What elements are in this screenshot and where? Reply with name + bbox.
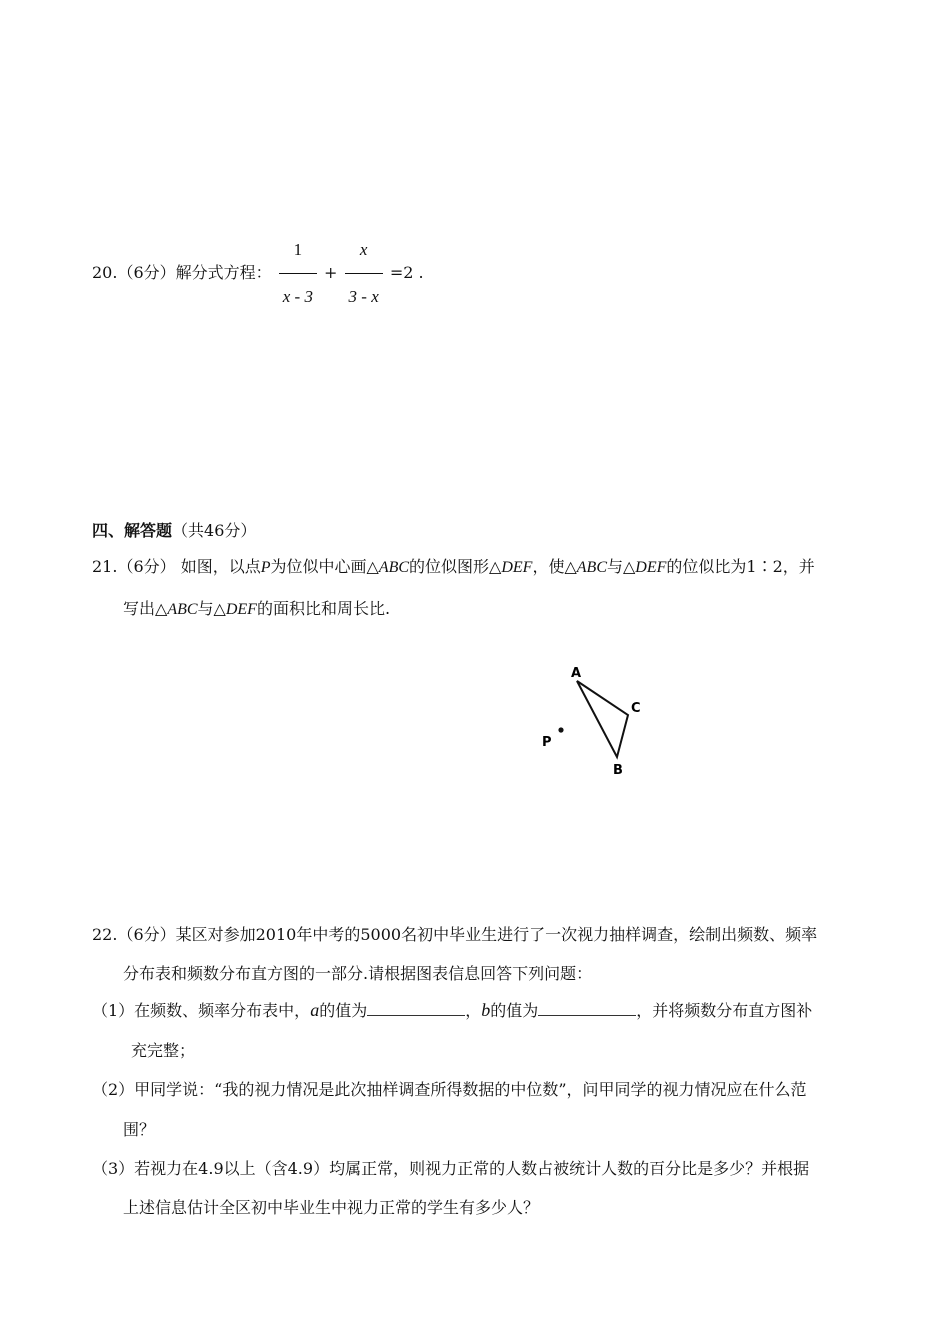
fraction-1-numerator: 1 <box>279 230 317 274</box>
q21-text: 的位似图形△ <box>409 557 502 576</box>
part-3-continued: 上述信息估计全区初中毕业生中视力正常的学生有多少人？ <box>123 1198 540 1217</box>
question-21-line-1 <box>92 557 815 578</box>
question-20 <box>92 230 424 317</box>
triangle-def-ref: DEF <box>501 559 533 576</box>
part-1-text: 的值为 <box>319 1001 368 1020</box>
triangle-def-ref: DEF <box>635 559 667 576</box>
fraction-1-denominator: x - 3 <box>282 287 313 306</box>
q21-text: 与△ <box>197 599 226 618</box>
answer-blank-a[interactable] <box>367 1001 465 1016</box>
point-p <box>558 727 563 732</box>
fraction-1 <box>279 230 317 317</box>
label-a: A <box>571 666 582 681</box>
point-p-ref: P <box>260 559 271 576</box>
triangle-abc <box>577 681 628 757</box>
q21-text: 为位似中心画△ <box>270 557 379 576</box>
part-1-continued: 充完整； <box>131 1041 196 1060</box>
label-c: C <box>631 701 641 716</box>
label-b: B <box>613 763 623 778</box>
q20-rhs: =2 . <box>389 263 424 282</box>
question-22-line-2: 分布表和频数分布直方图的一部分.请根据图表信息回答下列问题： <box>123 964 593 983</box>
triangle-abc-ref: ABC <box>167 601 198 618</box>
triangle-abc-ref: ABC <box>576 559 607 576</box>
triangle-abc-ref: ABC <box>378 559 410 576</box>
part-2-continued: 围？ <box>123 1120 156 1139</box>
part-1-text: （1）在频数、频率分布表中， <box>92 1001 311 1020</box>
question-21-line-2 <box>123 599 390 620</box>
q21-text: 的面积比和周长比. <box>256 599 391 618</box>
section-heading <box>92 521 256 541</box>
fraction-2 <box>345 230 383 317</box>
section-note: （共46分） <box>172 521 257 540</box>
part-2: （2）甲同学说：“我的视力情况是此次抽样调查所得数据的中位数”，问甲同学的视力情况应在什么范 <box>92 1080 807 1099</box>
variable-b: b <box>481 1000 491 1020</box>
variable-a: a <box>310 1000 320 1020</box>
section-title: 四、解答题 <box>92 521 173 540</box>
part-1-text: 的值为 <box>490 1001 539 1020</box>
q20-prefix: 20.（6分）解分式方程： <box>92 263 272 282</box>
part-1-text: ，并将频数分布直方图补 <box>636 1001 813 1020</box>
plus-sign: + <box>324 263 338 282</box>
fraction-2-numerator: x <box>345 230 383 274</box>
q21-text: 与△ <box>606 557 636 576</box>
part-1-text: ， <box>465 1001 482 1020</box>
question-22-line-1: 22.（6分）某区对参加2010年中考的5000名初中毕业生进行了一次视力抽样调查，绘制出频数、频率 <box>92 925 818 944</box>
triangle-def-ref: DEF <box>225 601 257 618</box>
part-3: （3）若视力在4.9以上（含4.9）均属正常，则视力正常的人数占被统计人数的百分比是多少？并根据 <box>92 1159 810 1178</box>
triangle-figure <box>530 660 650 780</box>
q21-text: ，使△ <box>532 557 577 576</box>
part-1 <box>92 1000 812 1021</box>
label-p: P <box>542 735 552 750</box>
q21-text: 写出△ <box>123 599 168 618</box>
answer-blank-b[interactable] <box>538 1001 636 1016</box>
q21-text: 的位似比为1∶2，并 <box>666 557 815 576</box>
fraction-2-denominator: 3 - x <box>348 287 379 306</box>
q21-text: 21.（6分） 如图，以点 <box>92 557 261 576</box>
